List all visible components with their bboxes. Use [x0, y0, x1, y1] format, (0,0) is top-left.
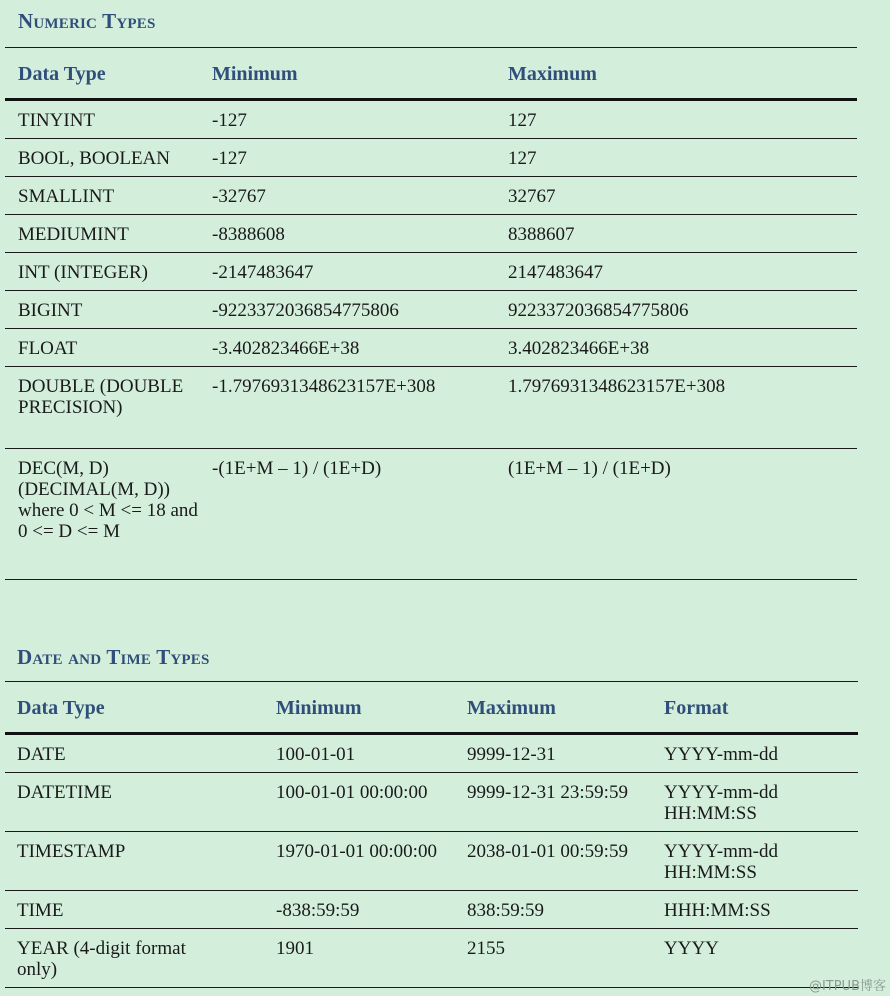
table-row	[5, 832, 858, 891]
cell-min: -127	[212, 139, 508, 177]
cell-min: -8388608	[212, 215, 508, 253]
table-row	[5, 773, 858, 832]
table-row	[5, 449, 857, 580]
cell-type: DEC(M, D) (DECIMAL(M, D)) where 0 < M <= 18 and 0 <= D <= M	[5, 449, 212, 580]
table-row	[5, 929, 858, 988]
col-header-maximum: Maximum	[508, 50, 857, 100]
col-header-data-type: Data Type	[5, 50, 212, 100]
cell-type: SMALLINT	[5, 177, 212, 215]
cell-max: 127	[508, 100, 857, 139]
cell-format: HHH:MM:SS	[664, 891, 858, 929]
cell-type: FLOAT	[5, 329, 212, 367]
cell-type: DOUBLE (DOUBLE PRECISION)	[5, 367, 212, 449]
col-header-format: Format	[664, 684, 858, 734]
cell-type: BIGINT	[5, 291, 212, 329]
cell-max: 2155	[467, 929, 664, 988]
cell-min: -3.402823466E+38	[212, 329, 508, 367]
cell-max: 838:59:59	[467, 891, 664, 929]
col-header-minimum: Minimum	[212, 50, 508, 100]
cell-min: -9223372036854775806	[212, 291, 508, 329]
table-header-row	[5, 684, 858, 734]
table-header-row	[5, 50, 857, 100]
table-row	[5, 177, 857, 215]
datetime-title-rule	[5, 681, 858, 682]
cell-max: 127	[508, 139, 857, 177]
cell-max: 9999-12-31	[467, 734, 664, 773]
cell-min: -2147483647	[212, 253, 508, 291]
cell-min: -32767	[212, 177, 508, 215]
table-row	[5, 329, 857, 367]
table-row	[5, 291, 857, 329]
col-header-maximum: Maximum	[467, 684, 664, 734]
cell-max: 2147483647	[508, 253, 857, 291]
table-row	[5, 734, 858, 773]
table-row	[5, 367, 857, 449]
table-row	[5, 253, 857, 291]
numeric-title-rule	[5, 47, 857, 48]
cell-min: -(1E+M – 1) / (1E+D)	[212, 449, 508, 580]
numeric-types-title: Numeric Types	[18, 9, 156, 33]
cell-max: 8388607	[508, 215, 857, 253]
watermark: @ITPUB博客	[808, 979, 886, 994]
cell-min: 100-01-01 00:00:00	[276, 773, 467, 832]
datetime-types-title: Date and Time Types	[17, 645, 210, 669]
cell-type: DATETIME	[5, 773, 276, 832]
cell-type: TINYINT	[5, 100, 212, 139]
cell-max: 3.402823466E+38	[508, 329, 857, 367]
cell-type: DATE	[5, 734, 276, 773]
cell-type: MEDIUMINT	[5, 215, 212, 253]
cell-max: 1.7976931348623157E+308	[508, 367, 857, 449]
cell-max: (1E+M – 1) / (1E+D)	[508, 449, 857, 580]
cell-min: 1901	[276, 929, 467, 988]
cell-max: 9999-12-31 23:59:59	[467, 773, 664, 832]
col-header-data-type: Data Type	[5, 684, 276, 734]
cell-format: YYYY-mm-dd HH:MM:SS	[664, 773, 858, 832]
cell-min: 1970-01-01 00:00:00	[276, 832, 467, 891]
cell-min: -838:59:59	[276, 891, 467, 929]
table-row	[5, 891, 858, 929]
col-header-minimum: Minimum	[276, 684, 467, 734]
cell-type: YEAR (4-digit format only)	[5, 929, 276, 988]
cell-max: 32767	[508, 177, 857, 215]
datetime-types-table	[5, 684, 858, 988]
cell-format: YYYY-mm-dd HH:MM:SS	[664, 832, 858, 891]
cell-type: TIMESTAMP	[5, 832, 276, 891]
table-row	[5, 100, 857, 139]
cell-type: INT (INTEGER)	[5, 253, 212, 291]
table-row	[5, 139, 857, 177]
cell-type: TIME	[5, 891, 276, 929]
cell-min: -127	[212, 100, 508, 139]
cell-min: 100-01-01	[276, 734, 467, 773]
cell-max: 9223372036854775806	[508, 291, 857, 329]
cell-format: YYYY-mm-dd	[664, 734, 858, 773]
cell-min: -1.7976931348623157E+308	[212, 367, 508, 449]
cell-type: BOOL, BOOLEAN	[5, 139, 212, 177]
cell-format: YYYY	[664, 929, 858, 988]
cell-max: 2038-01-01 00:59:59	[467, 832, 664, 891]
table-row	[5, 215, 857, 253]
numeric-types-table	[5, 50, 857, 580]
